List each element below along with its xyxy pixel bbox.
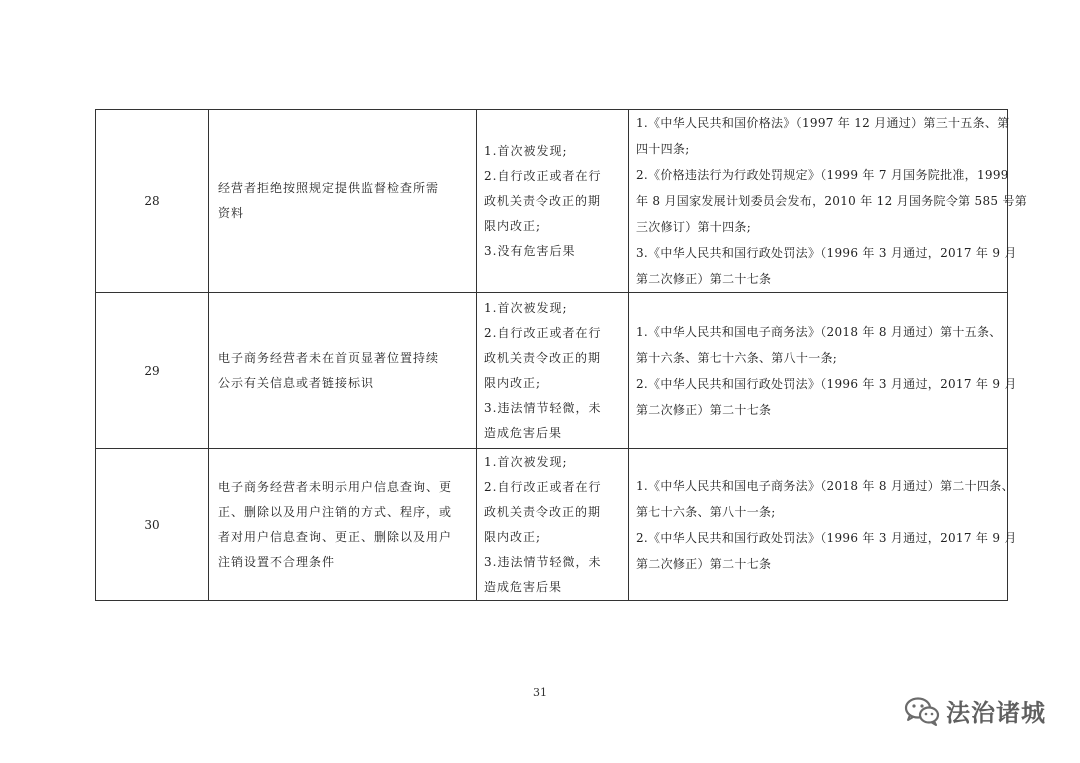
row-number: 30	[96, 449, 209, 601]
exemption-conditions	[477, 449, 629, 601]
condition-line: 1.首次被发现;	[484, 300, 568, 315]
row-number: 28	[96, 110, 209, 293]
description-line: 公示有关信息或者链接标识	[218, 375, 375, 390]
law-line: 三次修订）第十四条;	[636, 220, 752, 234]
description-line: 资料	[218, 206, 245, 220]
law-line: 第二次修正）第二十七条	[636, 556, 772, 571]
table-row	[96, 293, 1008, 449]
row-number: 29	[96, 293, 209, 449]
page-number: 31	[533, 686, 547, 699]
table-row	[96, 110, 1008, 293]
law-line: 第十六条、第七十六条、第八十一条;	[636, 350, 838, 365]
law-line: 1.《中华人民共和国电子商务法》（2018 年 8 月通过）第十五条、	[636, 324, 1002, 339]
law-line: 1.《中华人民共和国价格法》（1997 年 12 月通过）第三十五条、第	[636, 116, 1010, 130]
law-line: 年 8 月国家发展计划委员会发布，2010 年 12 月国务院令第 585 号第	[636, 194, 1028, 208]
exemption-conditions	[477, 110, 629, 293]
law-line: 第七十六条、第八十一条;	[636, 504, 776, 519]
condition-line: 政机关责令改正的期	[484, 350, 602, 365]
condition-line: 3.没有危害后果	[484, 243, 576, 258]
description-line: 电子商务经营者未在首页显著位置持续	[218, 350, 440, 365]
watermark	[904, 693, 1046, 728]
description-line: 正、删除以及用户注销的方式、程序，或	[218, 504, 453, 519]
description-line: 者对用户信息查询、更正、删除以及用户	[218, 529, 453, 544]
description-line: 电子商务经营者未明示用户信息查询、更	[218, 479, 453, 494]
condition-line: 2.自行改正或者在行	[484, 325, 602, 340]
condition-line: 1.首次被发现;	[484, 454, 568, 469]
law-line: 2.《中华人民共和国行政处罚法》（1996 年 3 月通过，2017 年 9 月	[636, 376, 1017, 391]
law-line: 2.《中华人民共和国行政处罚法》（1996 年 3 月通过，2017 年 9 月	[636, 530, 1017, 545]
condition-line: 3.违法情节轻微，未	[484, 400, 602, 415]
law-line: 四十四条;	[636, 142, 690, 156]
legal-basis	[629, 110, 1028, 293]
watermark-text: 法治诸城	[946, 699, 1046, 727]
condition-line: 政机关责令改正的期	[484, 193, 602, 208]
condition-line: 限内改正;	[484, 375, 542, 390]
law-line: 2.《价格违法行为行政处罚规定》（1999 年 7 月国务院批准，1999	[636, 168, 1009, 182]
condition-line: 政机关责令改正的期	[484, 504, 602, 519]
legal-basis	[629, 449, 1017, 601]
condition-line: 造成危害后果	[484, 425, 563, 440]
legal-basis	[629, 293, 1017, 449]
condition-line: 限内改正;	[484, 529, 542, 544]
condition-line: 造成危害后果	[484, 579, 563, 594]
law-line: 第二次修正）第二十七条	[636, 402, 772, 417]
law-line: 3.《中华人民共和国行政处罚法》（1996 年 3 月通过，2017 年 9 月	[636, 246, 1017, 260]
law-line: 1.《中华人民共和国电子商务法》（2018 年 8 月通过）第二十四条、	[636, 478, 1014, 493]
violation-description	[209, 110, 477, 293]
table-row	[96, 449, 1008, 601]
condition-line: 1.首次被发现;	[484, 143, 568, 158]
exemption-conditions	[477, 293, 629, 449]
violation-description	[209, 293, 477, 449]
description-line: 注销设置不合理条件	[218, 554, 336, 569]
condition-line: 2.自行改正或者在行	[484, 479, 602, 494]
wechat-icon	[904, 696, 940, 726]
law-line: 第二次修正）第二十七条	[636, 272, 772, 286]
penalty-exemption-table	[95, 109, 1028, 601]
condition-line: 3.违法情节轻微，未	[484, 554, 602, 569]
condition-line: 限内改正;	[484, 218, 542, 233]
description-line: 经营者拒绝按照规定提供监督检查所需	[218, 181, 440, 195]
condition-line: 2.自行改正或者在行	[484, 168, 602, 183]
violation-description	[209, 449, 477, 601]
